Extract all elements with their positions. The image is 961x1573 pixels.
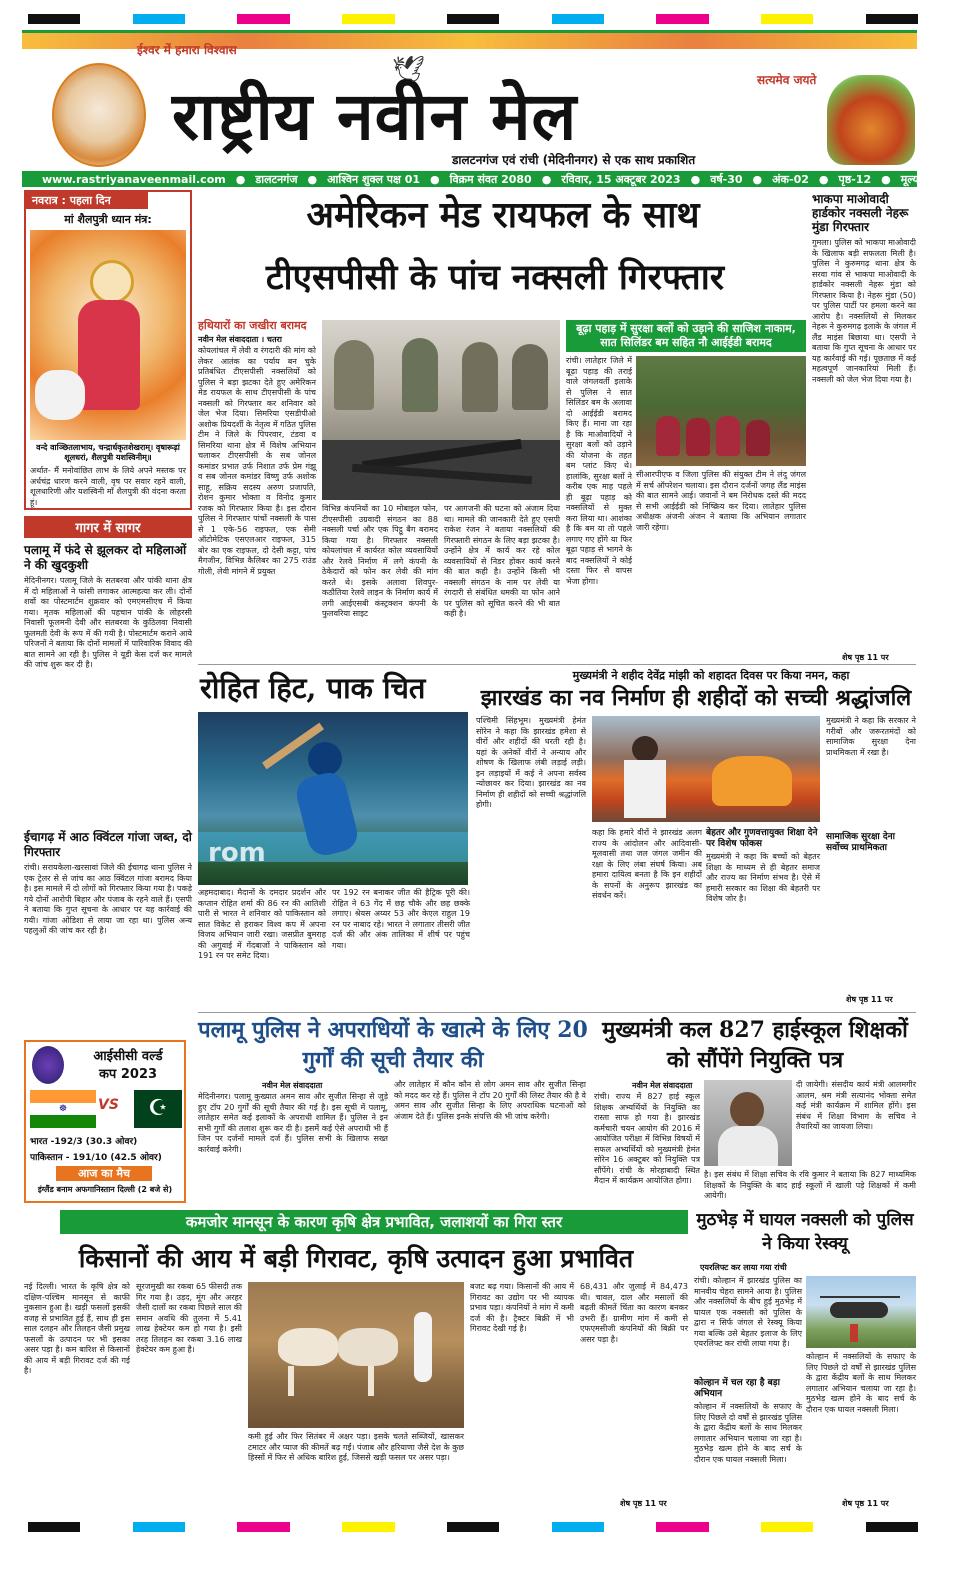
encounter-headline: मुठभेड़ में घायल नक्सली को पुलिस ने किया रेस्क्यू	[696, 1210, 914, 1254]
goddess-illustration	[52, 63, 146, 167]
ganja-body: रांची। सरायकेला-खरसावां जिले की ईचागढ़ थाना पुलिस ने एक ट्रेलर से से जांच का आठ क्विंटल गांजा बरामद किया है। इस मामले में दो लोगों को गिरफ्तार किया गया है। पकड़े गये दोनों आरोपी बिहार और पंजाब के रहने वाले हैं। एसपी ने बताया कि गुप्त सूचना के आधार पर यह कार्रवाई की गयी। गांजा ओडिशा से लाया जा रहा था। पुलिस अन्य पहलुओं की जांच कर रही है।	[24, 863, 192, 935]
ied-cylinders-photo	[636, 356, 806, 466]
monsoon-body-5: 68,431 और जुलाई में 84,473 थी। चावल, दाल और मसालों की बढ़ती कीमतें चिंता का कारण बनकर उभरी हैं। ग्रामीण मांग में कमी से एफएमसीजी कंपनियों की बिक्री पर असर पड़ा है।	[580, 1282, 688, 1344]
volume-year: वर्ष-30	[710, 172, 743, 186]
cm-teachers-body-3: है। इस संबंध में शिक्षा सचिव के रवि कुमार ने बताया कि 827 माध्यमिक शिक्षकों के नियुक्ति के बाद हाई स्कूलों में खाली पड़े शिक्षकों में कमी आयेगी।	[704, 1170, 916, 1200]
lead-body-2: विभिन्न कंपनियों का 10 मोबाइल फोन, टीएसपीसी उग्रवादी संगठन का 88 नक्सली पर्चा और एक पिट्ठू बैग बरामद किया गया है। गिरफ्तार नक्सली कोयलांचल में कार्यरत कोल व्यवसायियों और रेलवे निर्माण में लगे कंपनी के ठेकेदारों को फोन कर लेवी की मांग करते थे। इसके अलावा शिवपुर-कठौतिया रेलवे लाइन के निर्माण कार्य में लगी आईएसबी कंस्ट्रक्शन कंपनी के फुलवरिया साइट	[322, 504, 438, 618]
encounter-caption: एयरलिफ्ट कर लाया गया रांची	[700, 1263, 787, 1272]
score-india: भारत -192/3 (30.3 ओवर)	[30, 1137, 138, 1147]
lead-kicker: हथियारों का जखीरा बरामद	[198, 319, 307, 332]
cricket-title: आईसीसी वर्ल्ड कप 2023	[93, 1049, 163, 1082]
top-color-bar	[28, 14, 918, 24]
suicide-body: मेदिनीनगर। पलामू जिले के सतबरवा और पांकी थाना क्षेत्र में दो महिलाओं ने फांसी लगाकर आत्महत्या कर ली। दोनों शवों का पोस्टमार्टम शुक्रवार को एमएमसीएच में किया गया। मृतक महिलाओं की पहचान पांकी के लोहरसी निवासी फूलमनी देवी और सतबरवा के कुठिलवा निवासी फूलमती देवी के रूप में की गयी है। पोस्टमार्टम कराने आये परिजनों ने बताया कि दोनों मामलों में पारिवारिक विवाद की बात सामने आ रही है। पुलिस ने यूडी केस दर्ज कर मामले की जांच शुरू कर दी है।	[24, 576, 193, 669]
cricket-box	[24, 1040, 186, 1203]
mantra-meaning: अर्थात- मैं मनोवांछित लाभ के लिये अपने मस्तक पर अर्धचंद्र धारण करने वाली, वृष पर सवार रहने वाली, शूलधारिणी और यशस्विनी माँ शैलपुत्री की वंदना करता हूं।	[30, 466, 186, 507]
cm-tribute-continued: शेष पृष्ठ 11 पर	[846, 995, 893, 1004]
seized-weapons-photo	[322, 320, 560, 500]
monsoon-kicker: कमजोर मानसून के कारण कृषि क्षेत्र प्रभावित, जलाशयों का गिरा स्तर	[60, 1210, 688, 1234]
tagline-right: सत्यमेव जयते	[757, 73, 817, 87]
navratri-box	[24, 190, 192, 510]
bullock-plough-photo	[248, 1282, 464, 1428]
cm-teachers-headline: मुख्यमंत्री कल 827 हाईस्कूल शिक्षकों को सौंपेंगे नियुक्ति पत्र	[602, 1017, 908, 1073]
tribute-photo	[592, 716, 820, 822]
encounter-body: रांची। कोल्हान में झारखंड पुलिस का मानवीय चेहरा सामने आया है। पुलिस और नक्सलियों के बीच हुई मुठभेड़ में घायल एक नक्सली को पुलिस के द्वारा न सिर्फ जंगल से रेस्क्यू किया गया बल्कि उसे बेहतर इलाज के लिए एयरलिफ्ट कर रांची लाया गया है।	[694, 1276, 802, 1348]
kalash-illustration	[827, 75, 915, 165]
monsoon-body-2: सूरजमुखी का रकबा 65 फीसदी तक गिर गया है। उड़द, मूंग और अरहर जैसी दालों का रकबा पिछले साल की समान अवधि की तुलना में 5.41 लाख हेक्टेयर कम हो गया है। इसी तरह तिलहन का रकबा 3.16 लाख हेक्टेयर कम हुआ है।	[136, 1282, 242, 1354]
ganja-headline: ईचागढ़ में आठ क्विंटल गांजा जब्त, दो गिरफ्तार	[24, 830, 192, 859]
navratri-label: नवरात्र : पहला दिन	[26, 192, 148, 209]
suicide-headline: पलामू में फंदे से झूलकर दो महिलाओं ने की खुदकुशी	[24, 543, 187, 572]
encounter-continued: शेष पृष्ठ 11 पर	[842, 1499, 889, 1508]
rohit-body-2: पर 192 रन बनाकर जीत की हैट्रिक पूरी की। रोहित ने 63 गेंद में छह चौके और छह छक्के लगाए। श्रेयस अय्यर 53 और केएल राहुल 19 रन पर नाबाद रहे। भारत ने लगातार तीसरी जीत दर्ज की और अंक तालिका में शीर्ष पर पहुंच गया।	[332, 888, 470, 950]
budha-pahad-headline: बूढ़ा पहाड़ में सुरक्षा बलों को उड़ाने की साजिश नाकाम, सात सिलिंडर बम सहित नौ आईईडी बरामद	[566, 320, 806, 352]
rohit-body: अहमदाबाद। मैदानों के दमदार प्रदर्शन और कप्तान रोहित शर्मा की 86 रन की आतिशी पारी से भारत ने शनिवार को पाकिस्तान को सात विकेट से हराकर विश्व कप में अपना विजय अभियान जारी रखा। जसप्रीत बुमराह की अगुवाई में गेंदबाजों ने पाकिस्तान को 191 रन पर समेट दिया।	[198, 888, 326, 960]
cm-tribute-body-col4: मुख्यमंत्री ने कहा कि सरकार ने गरीबों और जरूरतमंदों को सामाजिक सुरक्षा देना प्राथमिकता में रखा है।	[826, 716, 916, 757]
tithi: आश्विन शुक्ल पक्ष 01	[327, 172, 421, 186]
cm-tribute-subhead-2: सामाजिक सुरक्षा देना सर्वोच्च प्राथमिकता	[826, 832, 895, 853]
rohit-batting-photo: rom	[198, 712, 468, 885]
cm-tribute-body-3: मुख्यमंत्री ने कहा कि बच्चों को बेहतर शिक्षा के माध्यम से ही बेहतर समाज और राज्य का निर्माण संभव है। ऐसे में हमारी सरकार का शिक्षा की बेहतरी पर विशेष जोर है।	[706, 852, 820, 903]
cm-teachers-body: रांची। राज्य में 827 हाई स्कूल शिक्षक अभ्यर्थियों के नियुक्ति का रास्ता साफ हो गया है। झारखंड कर्मचारी चयन आयोग की 2016 में आयोजित परीक्षा में विभिन्न विषयों में सफल अभ्यर्थियों को मुख्यमंत्री हेमंत सोरेन 16 अक्टूबर को नियुक्ति पत्र सौंपेंगे। रांची के मोरहाबादी स्थित मैदान में कार्यक्रम आयोजित होगा।	[594, 1092, 700, 1185]
issue-number: अंक-02	[772, 172, 809, 186]
gagar-column	[24, 516, 192, 1036]
versus-icon: VS	[98, 1097, 119, 1113]
budha-pahad-body: रांची। लातेहार जिले में बूढ़ा पहाड़ की तराई वाले जंगलवर्ती इलाके से पुलिस ने सात सिलिंडर बम के अलावा दो आईईडी बरामद किए हैं। माना जा रहा है कि माओवादियों ने सुरक्षा बलों को उड़ाने की योजना के तहत बम प्लांट किए थे। हालांकि, सुरक्षा बलों ने करीब एक माह पहले ही बूढ़ा पहाड़ को नक्सलियों से मुक्त करा लिया था। आशंका है कि बम या तो पहले लगाए गए होंगे या फिर बूढ़ा पहाड़ से भागने के बाद नक्सलियों ने कोई दस्ता फिर से वापस भेजा होगा।	[566, 356, 632, 586]
bhakpa-headline: भाकपा माओवादी हार्डकोर नक्सली नेहरू मुंडा गिरफ्तार	[812, 192, 909, 234]
lead-body: कोयलांचल में लेवी व रंगदारी की मांग को लेकर आतंक का पर्याय बन चुके प्रतिबंधित टीएसपीसी नक्सलियों को पुलिस ने बड़ा झटका देते हुए अमेरिकन मेड रायफल के साथ टीएसपीसी के पांच नक्सली को गिरफ्तार कर शनिवार को जेल भेज दिया। सिमरिया एसडीपीओ अशोक प्रियदर्शी के नेतृत्व में गठित पुलिस टीम ने जिले के पिपरवार, टंडवा व सिमरिया थाना क्षेत्र में विशेष अभियान चलाकर टीएसपीसी के सब जोनल कमांडर प्रभात उर्फ निशात उर्फ प्रेम गंझू व सब जोनल कमांडर विष्णु उर्फ अशोक साहू, सक्रिय सदस्य अरुण प्रजापति, रोशन कुमार भोक्ता व विनोद कुमार रजक को गिरफ्तार किया है। इस दौरान पुलिस ने गिरफ्तार पांचों नक्सली के पास से 1 एके-56 राइफल, एक सेमी ऑटोमेटिक एसएलआर राइफल, 315 बोर का एक राइफल, दो देसी कट्टा, पांच मैगजीन, विभिन्न कैलिबर का 275 राउंड गोली, लेवी मांगने में प्रयुक्त	[198, 346, 316, 576]
monsoon-body-3: कमी हुई और फिर सितंबर में अक्षर पड़ा। इसके चलते सब्जियों, खासकर टमाटर और प्याज की कीमतें बढ़ गईं। पंजाब और हरियाणा जैसे देश के कुछ हिस्सों में फिर से अधिक बारिश हुई, जिससे खड़ी फसल पर असर पड़ा।	[248, 1432, 464, 1462]
monsoon-body: नई दिल्ली। भारत के कृषि क्षेत्र को दक्षिण-पश्चिम मानसून से काफी नुकसान हुआ है। खड़ी फसलों इसकी वजह से प्रभावित हुई हैं, साथ ही इस साल दलहन और तिलहन जैसी प्रमुख फसलों के उत्पादन पर भी इसका असर पड़ा है। कम बारिश से किसानों की आय में बड़ी गिरावट दर्ज की गई है।	[24, 1282, 130, 1375]
masthead	[22, 30, 917, 171]
samvat: विक्रम संवत 2080	[449, 172, 532, 186]
pakistan-flag: ☪	[120, 1090, 182, 1128]
bird-icon: 🕊	[392, 55, 426, 85]
palamu-police-headline: पलामू पुलिस ने अपराधियों के खात्मे के लिए 20 गुर्गों की सूची तैयार की	[198, 1017, 588, 1073]
cm-tribute-body-2: कहा कि हमारे वीरों ने झारखंड अलग राज्य के आंदोलन और आदिवासी-मूलवासी तथा जल जंगल जमीन की रक्षा के लिए लंबा संघर्ष किया। अब हमारा दायित्व बनता है कि इन शहीदों के सपनों के अनुरूप झारखंड का संवर्धन करें।	[592, 828, 702, 900]
cm-tribute-subhead: बेहतर और गुणवत्तायुक्त शिक्षा देने पर विशेष फोकस	[706, 828, 818, 849]
cm-tribute-body: पश्चिमी सिंहभूम। मुख्यमंत्री हेमंत सोरेन ने कहा कि झारखंड हमेशा से वीरों और शहीदों की धरती रही है। यहां के अनेकों वीरों ने अन्याय और शोषण के खिलाफ लंबी लड़ाई लड़ी। इन लड़ाइयों में कई ने अपना सर्वस्व न्योछावर कर दिया। झारखंड का नव निर्माण ही शहीदों को सच्ची श्रद्धांजलि होगी।	[476, 716, 586, 809]
budha-pahad-body-2: सीआरपीएफ व जिला पुलिस की संयुक्त टीम ने लंदु जंगल में सर्च ऑपरेशन चलाया। इस दौरान दर्जनों जगह लैंड माइंस की बात सामने आई। जवानों ने बम निरोधक दस्ते की मदद से सभी आईईडी को निष्क्रिय कर दिया। लातेहार पुलिस अधीक्षक अंजनी अंजन ने बताया कि अभियान लगातार जारी रहेगा।	[636, 470, 806, 532]
cm-tribute-kicker: मुख्यमंत्री ने शहीद देवेंद्र मांझी को शहादत दिवस पर किया नमन, कहा	[572, 669, 850, 682]
cm-tribute-headline: झारखंड का नव निर्माण ही शहीदों को सच्ची श्रद्धांजलि	[480, 685, 912, 711]
india-flag: ☸	[30, 1090, 96, 1128]
palamu-police-byline: नवीन मेल संवाददाता	[262, 1081, 323, 1090]
bhakpa-body: गुमला। पुलिस को भाकपा माओवादी के खिलाफ बड़ी सफलता मिली है। पुलिस ने कुरुमगढ़ थाना क्षेत्र के सरवा गांव से भाकपा माओवादी के हार्डकोर नक्सली नेहरू मुंडा को गिरफ्तार किया है। नेहरू मुंडा (50) पर पुलिस पार्टी पर हमला करने का आरोप है। नक्सलियों से मिलकर नेहरू ने कुरुमगढ़ इलाके के जंगल में लैंड माइंस बिछाया था। एसपी ने बताया कि गुप्त सूचना के आधार पर यह कार्रवाई की गई। पूछताछ में कई महत्वपूर्ण जानकारियां मिली हैं। नक्सली को जेल भेज दिया गया है।	[812, 238, 916, 384]
palamu-police-body: मेदिनीनगर। पलामू कुख्यात अमन साव और सुजीत सिन्हा से जुड़े हुए टॉप 20 गुर्गों की सूची तैयार की गई है। इस सूची में पलामू, लातेहार समेत कई इलाकों के अपराधी शामिल हैं। पुलिस ने इन सभी गुर्गों की तलाश शुरू कर दी है। इसमें कई ऐसे अपराधी भी हैं जिन पर दर्जनों मामले दर्ज हैं। पुलिस सभी के खिलाफ सख्त कार्रवाई करेगी।	[198, 1092, 388, 1154]
world-cup-logo	[32, 1046, 64, 1084]
edition-city: डालटनगंज	[255, 172, 298, 186]
lead-headline-1: अमेरिकन मेड रायफल के साथ	[306, 194, 700, 236]
shailputri-image	[30, 230, 186, 440]
rohit-headline: रोहित हिट, पाक चित	[200, 671, 426, 705]
score-pakistan: पाकिस्तान - 191/10 (42.5 ओवर)	[30, 1153, 162, 1163]
price: मूल्य ₹ 2.00	[900, 172, 961, 186]
helicopter-photo	[806, 1276, 916, 1348]
gagar-label: गागर में सागर	[24, 516, 192, 538]
encounter-subhead: कोल्हान में चल रहा है बड़ा अभियान	[694, 1378, 780, 1399]
lead-byline: नवीन मेल संवाददाता । चतरा	[198, 335, 282, 344]
mantra-verse: वन्दे वाञ्छितलाभाय, चन्द्रार्धकृतशेखराम्। वृषारूढ़ां शूलधरां, शैलपुत्री यशस्विनीम्॥	[36, 443, 180, 462]
encounter-body-2: कोल्हान में नक्सलियों के सफाए के लिए पिछले दो वर्षों से झारखंड पुलिस के द्वारा केंद्रीय बलों के साथ मिलकर लगातार अभियान चलाया जा रहा है। मुठभेड़ खत्म होने के बाद सर्च के दौरान एक घायल नक्सली मिला।	[694, 1402, 802, 1464]
chief-minister-photo	[704, 1080, 792, 1166]
issue-info-bar: www.rastriyanaveenmail.com ● डालटनगंज ● आश्विन शुक्ल पक्ष 01 ● विक्रम संवत 2080 ● रविवार, 15 अक्टूबर 2023 ● वर्ष-30 ● अंक-02 ● पृष्ठ-12 ● मूल्य ₹ 2.00	[22, 171, 917, 187]
today-match-label: आज का मैच	[56, 1166, 152, 1181]
cm-teachers-body-2: दी जायेगी। संसदीय कार्य मंत्री आलमगीर आलम, श्रम मंत्री सत्यानंद भोक्ता समेत कई मंत्री कार्यक्रम में शामिल होंगे। इस संबंध में शिक्षा विभाग के सचिव ने तैयारियों का जायजा लिया।	[796, 1080, 916, 1131]
cm-teachers-byline: नवीन मेल संवाददाता	[632, 1081, 693, 1090]
palamu-police-body-2: और लातेहार में कौन कौन से लोग अमन साव और सुजीत सिन्हा को मदद कर रहे हैं। पुलिस ने टॉप 20 गुर्गों की लिस्ट तैयार की है वे अमन साव और सुजीत सिन्हा के लिए अपराधिक घटनाओं को अंजाम देते हैं। पुलिस इनके संपत्ति की भी जांच करेगी।	[394, 1080, 586, 1121]
mantra-title: मां शैलपुत्री ध्यान मंत्र:	[64, 213, 152, 226]
today-match: इंग्लैंड बनाम अफगानिस्तान दिल्ली (2 बजे से)	[37, 1185, 173, 1194]
tagline-left: ईश्वर में हमारा विश्वास	[137, 43, 237, 57]
lead-headline-2: टीएसपीसी के पांच नक्सली गिरफ्तार	[265, 257, 725, 298]
monsoon-body-4: बजट बढ़ गया। किसानों की आय में गिरावट का उद्योग पर भी व्यापक प्रभाव पड़ा। कंपनियों ने मांग में कमी दर्ज की है। ट्रैक्टर बिक्री में भी गिरावट देखी गई है।	[470, 1282, 574, 1333]
monsoon-headline: किसानों की आय में बड़ी गिरावट, कृषि उत्पादन हुआ प्रभावित	[78, 1244, 634, 1273]
newspaper-title: राष्ट्रीय नवीन मेल	[172, 77, 578, 155]
issue-date: रविवार, 15 अक्टूबर 2023	[561, 172, 681, 186]
website-link[interactable]: www.rastriyanaveenmail.com	[42, 172, 226, 186]
bhakpa-continued: शेष पृष्ठ 11 पर	[842, 653, 889, 662]
monsoon-continued: शेष पृष्ठ 11 पर	[620, 1499, 667, 1508]
lead-body-3: पर आगजनी की घटना को अंजाम दिया था। मामले की जानकारी देते हुए एसपी राकेश रंजन ने बताया नक्सलियों की गिरफ्तारी संगठन के लिए बड़ा झटका है। उन्होंने क्षेत्र में कार्य कर रहे कोल व्यवसायियों से निडर होकर कार्य करने की बात कही है। उन्होंने किसी भी नक्सली संगठन के नाम पर लेवी या रंगदारी से संबंधित धमकी या फोन आने पर पुलिस को सूचित करने की भी बात कही है।	[444, 504, 560, 618]
encounter-body-col2: कोल्हान में नक्सलियों के सफाए के लिए पिछले दो वर्षों से झारखंड पुलिस के द्वारा केंद्रीय बलों के साथ मिलकर लगातार अभियान चलाया जा रहा है। मुठभेड़ खत्म होने के बाद सर्च के दौरान एक घायल नक्सली मिला।	[806, 1352, 916, 1414]
page-count: पृष्ठ-12	[838, 172, 872, 186]
publication-line: डालटनगंज एवं रांची (मेदिनीनगर) से एक साथ प्रकाशित	[452, 153, 696, 167]
bottom-color-bar	[28, 1522, 918, 1532]
